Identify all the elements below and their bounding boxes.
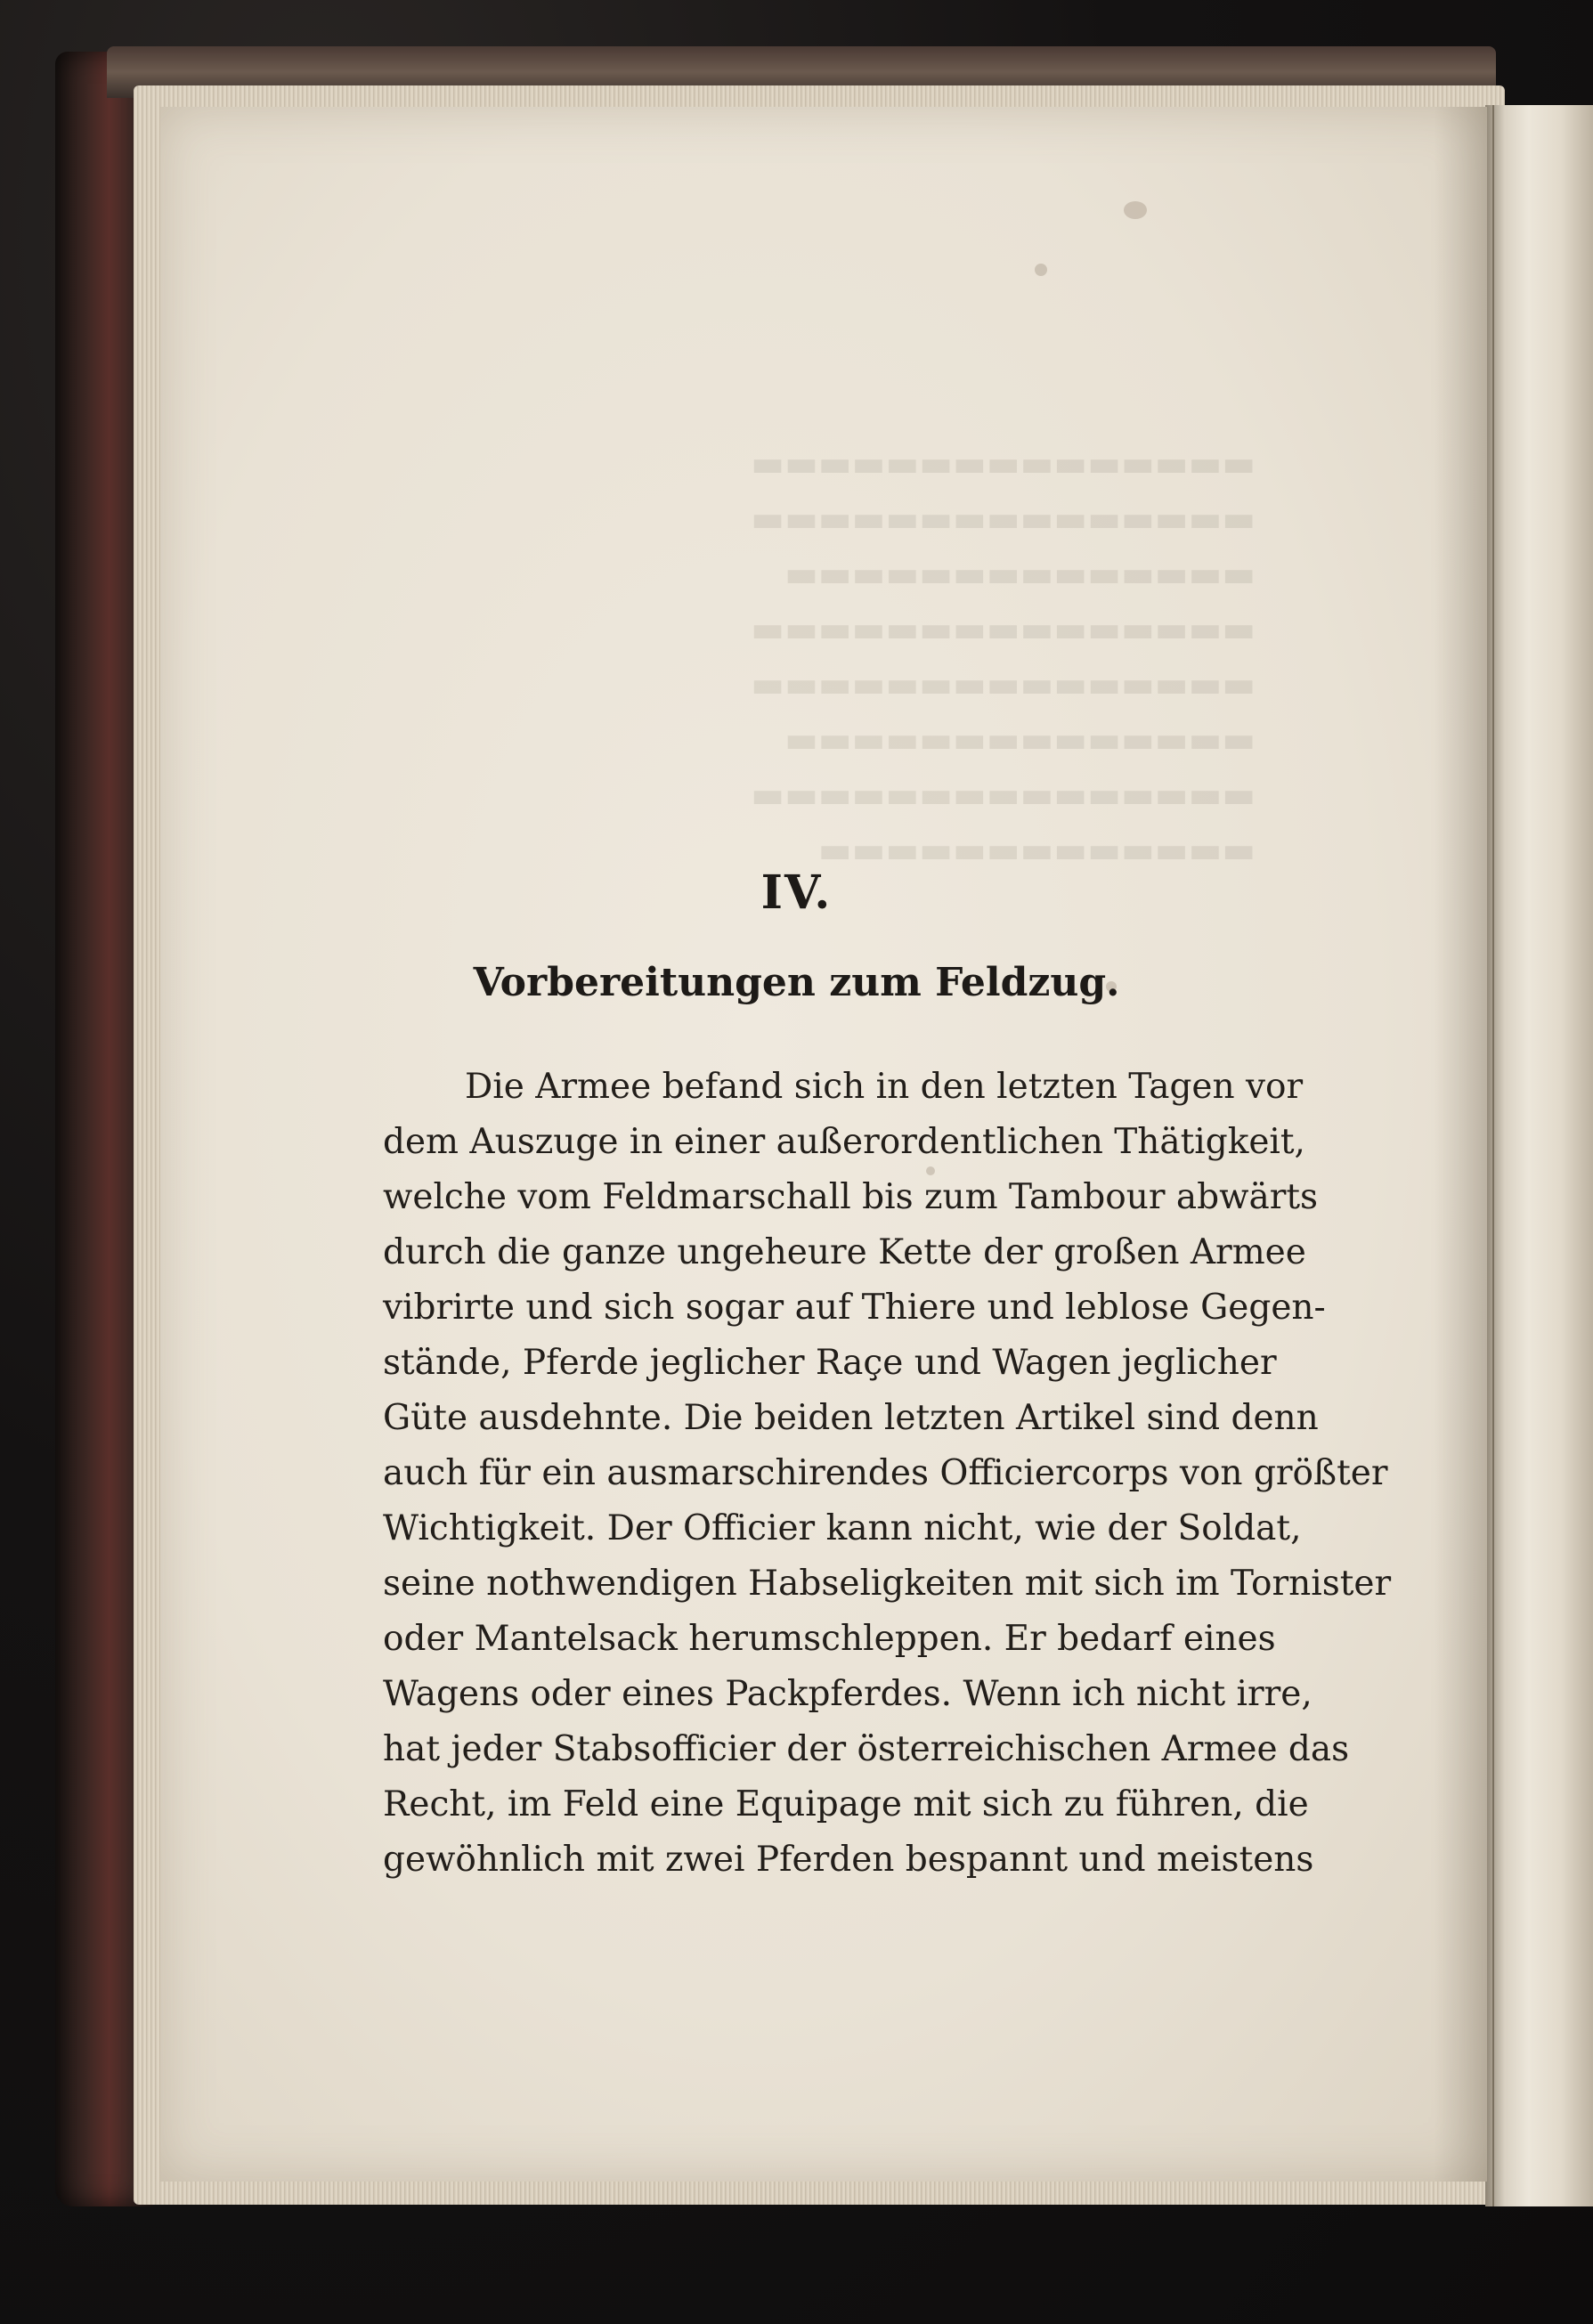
chapter-number: IV. <box>760 865 833 920</box>
text-line: Wagens oder eines Packpferdes. Wenn ich nicht irre, <box>383 1674 1313 1714</box>
text-line: seine nothwendigen Habseligkeiten mit sich im Tornister <box>383 1564 1392 1604</box>
page-stain <box>1035 264 1047 276</box>
text-line: vibrirte und sich sogar auf Thiere und leblose Gegen- <box>383 1288 1326 1328</box>
text-line: dem Auszuge in einer außerordentlichen Thätigkeit, <box>383 1122 1305 1162</box>
text-line: Recht, im Feld eine Equipage mit sich zu führen, die <box>383 1784 1309 1824</box>
facing-page <box>1485 105 1593 2206</box>
text-line: welche vom Feldmarschall bis zum Tambour abwärts <box>383 1177 1319 1217</box>
text-line: auch für ein ausmarschirendes Officiercorps von größter <box>383 1453 1388 1493</box>
text-line: durch die ganze ungeheure Kette der großen Armee <box>383 1232 1306 1272</box>
text-line: Wichtigkeit. Der Officier kann nicht, wie der Soldat, <box>383 1508 1302 1548</box>
text-line: stände, Pferde jeglicher Raçe und Wagen jeglicher <box>383 1343 1277 1383</box>
text-line: Die Armee befand sich in den letzten Tagen vor <box>465 1067 1304 1107</box>
gutter-shadow <box>1434 107 1487 2182</box>
text-line: oder Mantelsack herumschleppen. Er bedarf eines <box>383 1619 1276 1659</box>
text-line: hat jeder Stabsofficier der österreichischen Armee das <box>383 1729 1350 1769</box>
text-line: Güte ausdehnte. Die beiden letzten Artikel sind denn <box>383 1398 1319 1438</box>
text-line: gewöhnlich mit zwei Pferden bespannt und meistens <box>383 1840 1314 1880</box>
page-stain <box>1124 201 1147 219</box>
chapter-paragraph <box>383 1060 1392 1888</box>
chapter-title: Vorbereitungen zum Feldzug. <box>473 960 1120 1005</box>
